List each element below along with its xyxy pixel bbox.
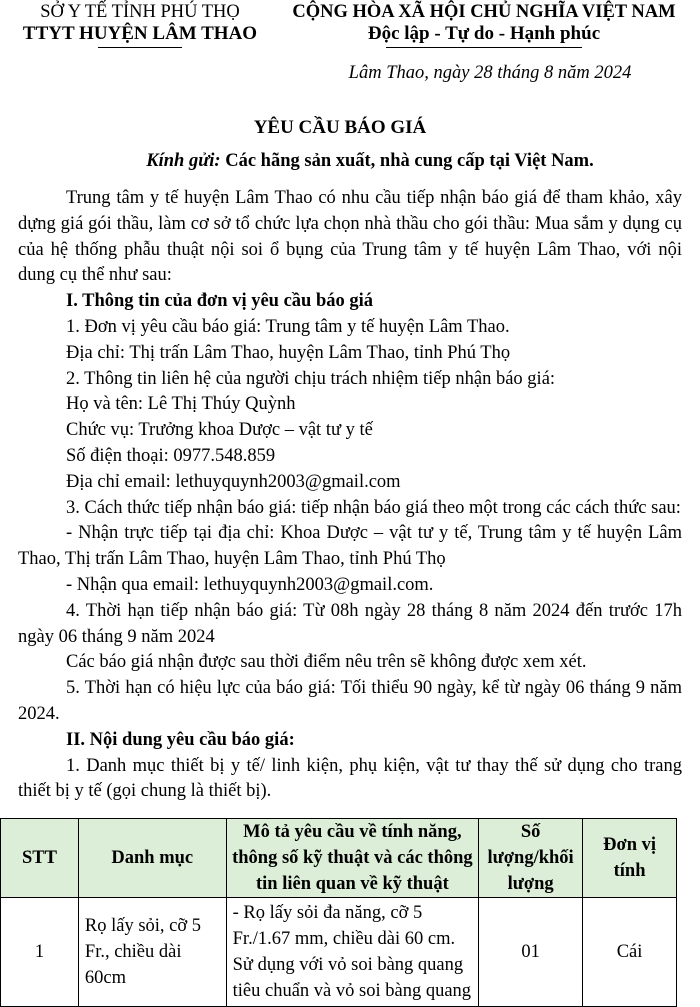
contact-email: Địa chỉ email: lethuyquynh2003@gmail.com (66, 471, 401, 492)
header-category: Danh mục (78, 819, 226, 898)
section-2-heading: II. Nội dung yêu cầu báo giá: (66, 729, 295, 750)
row-stt: 1 (1, 898, 79, 1007)
recipient-text: Các hãng sản xuất, nhà cung cấp tại Việt Nam. (220, 151, 594, 171)
parent-agency: SỞ Y TẾ TỈNH PHÚ THỌ (40, 2, 240, 22)
row-description: - Rọ lấy sỏi đa năng, cỡ 5 Fr./1.67 mm, chiều dài 60 cm. Sử dụng với vỏ soi bàng quang tiêu chuẩn và vỏ soi bàng quang (226, 898, 479, 1007)
contact-name: Họ và tên: Lê Thị Thúy Quỳnh (66, 394, 296, 415)
table-row (1, 898, 677, 1007)
header-description: Mô tả yêu cầu về tính năng, thông số kỹ thuật và các thông tin liên quan về kỹ thuật (226, 819, 479, 898)
contact-phone: Số điện thoại: 0977.548.859 (66, 445, 276, 466)
section-1-heading: I. Thông tin của đơn vị yêu cầu báo giá (66, 291, 374, 312)
table-header-row (1, 819, 677, 898)
contact-info-heading: 2. Thông tin liên hệ của người chịu trách nhiệm tiếp nhận báo giá: (66, 368, 556, 389)
requesting-unit: 1. Đơn vị yêu cầu báo giá: Trung tâm y tế huyện Lâm Thao. (66, 316, 510, 337)
receipt-methods: 3. Cách thức tiếp nhận báo giá: tiếp nhận báo giá theo một trong các cách thức sau: (66, 497, 681, 518)
unit-address: Địa chỉ: Thị trấn Lâm Thao, huyện Lâm Thao, tỉnh Phú Thọ (66, 342, 511, 363)
document-title: YÊU CẦU BÁO GIÁ (253, 117, 427, 138)
header-stt: STT (1, 819, 79, 898)
row-unit: Cái (583, 898, 677, 1007)
header-quantity: Số lượng/khối lượng (479, 819, 583, 898)
quote-validity: 5. Thời hạn có hiệu lực của báo giá: Tối thiểu 90 ngày, kể từ ngày 06 tháng 9 năm 2024. (18, 678, 682, 724)
issuing-agency-block (0, 0, 280, 48)
header-unit: Đơn vị tính (583, 819, 677, 898)
national-motto: Độc lập - Tự do - Hạnh phúc (367, 23, 601, 44)
receipt-direct: - Nhận trực tiếp tại địa chỉ: Khoa Dược – vật tư y tế, Trung tâm y tế huyện Lâm Thao, Thị trấn Lâm Thao, huyện Lâm Thao, tỉnh Phú Thọ (18, 523, 682, 570)
row-category: Rọ lấy sỏi, cỡ 5 Fr., chiều dài 60cm (78, 898, 226, 1007)
receipt-email: - Nhận qua email: lethuyquynh2003@gmail.com. (66, 574, 434, 595)
place-date: Lâm Thao, ngày 28 tháng 8 năm 2024 (348, 63, 632, 83)
contact-position: Chức vụ: Trưởng khoa Dược – vật tư y tế (66, 420, 373, 441)
agency-underline (98, 47, 182, 48)
intro-paragraph: Trung tâm y tế huyện Lâm Thao có nhu cầu tiếp nhận báo giá để tham khảo, xây dựng giá gói thầu, làm cơ sở tổ chức lựa chọn nhà thầu cho gói thầu: Mua sắm y dụng cụ của hệ thống phẫu thuật nội soi ổ bụng của Trung tâm y tế huyện Lâm Thao, với nội dung cụ thể như sau: (18, 188, 682, 286)
national-motto-block (268, 0, 700, 48)
recipient-line (0, 151, 700, 172)
row-quantity: 01 (479, 898, 583, 1007)
recipient-label: Kính gửi: (146, 151, 221, 171)
equipment-table (0, 818, 677, 1007)
motto-underline (386, 47, 582, 48)
equipment-list-intro: 1. Danh mục thiết bị y tế/ linh kiện, phụ kiện, vật tư thay thế sử dụng cho trang thiết bị y tế (gọi chung là thiết bị). (18, 755, 682, 802)
receipt-deadline: 4. Thời hạn tiếp nhận báo giá: Từ 08h ngày 28 tháng 8 năm 2024 đến trước 17h ngày 06 tháng 9 năm 2024 (18, 600, 682, 647)
document-body (18, 186, 682, 805)
republic-name: CỘNG HÒA XÃ HỘI CHỦ NGHĨA VIỆT NAM (292, 2, 676, 22)
issuing-unit: TTYT HUYỆN LÂM THAO (22, 23, 258, 44)
late-notice: Các báo giá nhận được sau thời điểm nêu trên sẽ không được xem xét. (66, 652, 587, 673)
